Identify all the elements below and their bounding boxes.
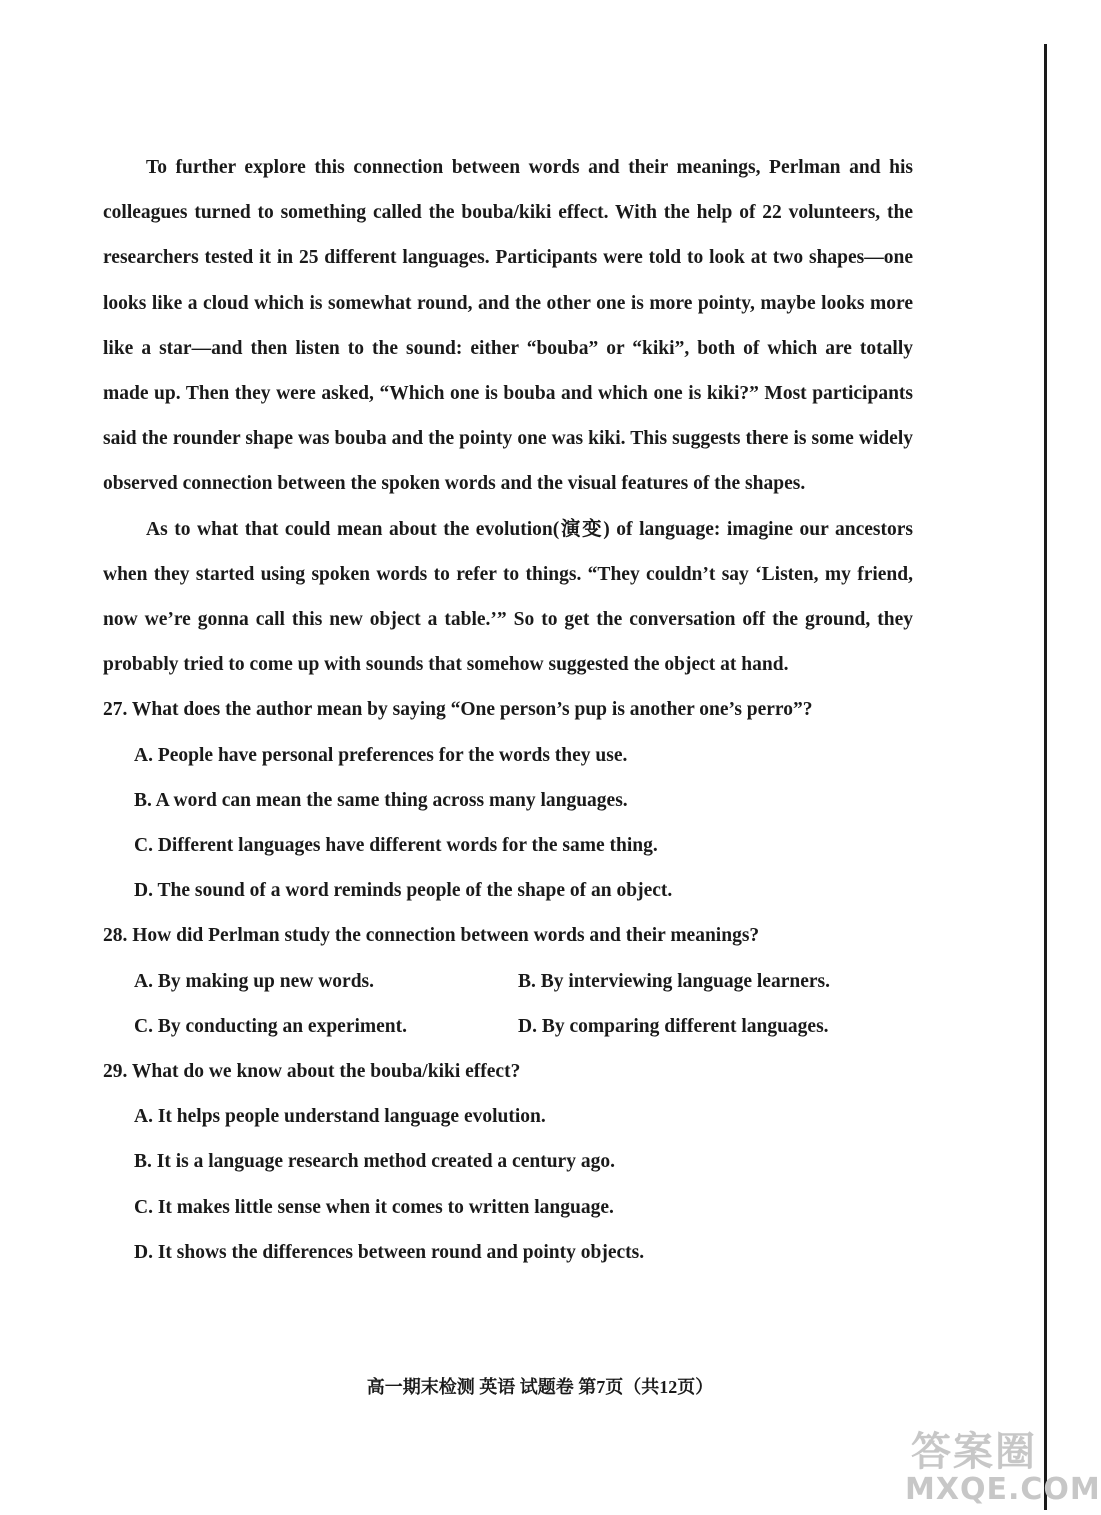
watermark-logo: [905, 1420, 1101, 1515]
option-b: B. By interviewing language learners.: [518, 970, 830, 992]
option-row: [103, 959, 913, 1004]
option-b: B. It is a language research method created a century ago.: [134, 1151, 615, 1173]
question-stem: 27. What does the author mean by saying “One person’s pup is another one’s perro”?: [103, 699, 813, 721]
option-d: D. It shows the differences between round and pointy objects.: [134, 1241, 645, 1263]
passage-paragraph-2: As to what that could mean about the evolution(演变) of language: imagine our ancestors when they started using spoken words to refer to things. “They couldn’t say ‘Listen, my friend, now we’re gonna call this new object a table.’” So to get the conversation off the ground, they probably tried to come up with sounds that somehow suggested the object at hand.: [103, 518, 913, 676]
question-stem: 28. How did Perlman study the connection between words and their meanings?: [103, 925, 760, 947]
page-body: [103, 145, 913, 1275]
option-d: D. By comparing different languages.: [518, 1015, 829, 1037]
watermark-text: 答案圈: [911, 1429, 1037, 1475]
question-27: [103, 687, 913, 913]
watermark-url: MXQE.COM: [905, 1472, 1101, 1507]
option-a: A. By making up new words.: [134, 970, 375, 992]
page-footer: 高一期末检测 英语 试题卷 第7页（共12页）: [366, 1377, 714, 1397]
option-c: C. By conducting an experiment.: [134, 1015, 407, 1037]
option-c: C. It makes little sense when it comes to written language.: [134, 1196, 614, 1218]
option-a: A. It helps people understand language evolution.: [134, 1106, 546, 1128]
question-28: [103, 913, 913, 1049]
question-stem: 29. What do we know about the bouba/kiki effect?: [103, 1061, 521, 1083]
passage-paragraph-1: To further explore this connection between words and their meanings, Perlman and his colleagues turned to something called the bouba/kiki effect. With the help of 22 volunteers, the researchers tested it in 25 different languages. Participants were told to look at two shapes—one looks like a cloud which is somewhat round, and the other one is more pointy, maybe looks more like a star—and then listen to the sound: either “bouba” or “kiki”, both of which are totally made up. Then they were asked, “Which one is bouba and which one is kiki?” Most participants said the rounder shape was bouba and the pointy one was kiki. This suggests there is some widely observed connection between the spoken words and the visual features of the shapes.: [103, 157, 913, 495]
option-c: C. Different languages have different words for the same thing.: [134, 835, 658, 857]
margin-rule: [1044, 44, 1047, 1510]
option-a: A. People have personal preferences for the words they use.: [134, 744, 628, 766]
option-row: [103, 1004, 913, 1049]
option-d: D. The sound of a word reminds people of the shape of an object.: [134, 880, 673, 902]
question-29: [103, 1049, 913, 1275]
option-b: B. A word can mean the same thing across many languages.: [134, 789, 628, 811]
